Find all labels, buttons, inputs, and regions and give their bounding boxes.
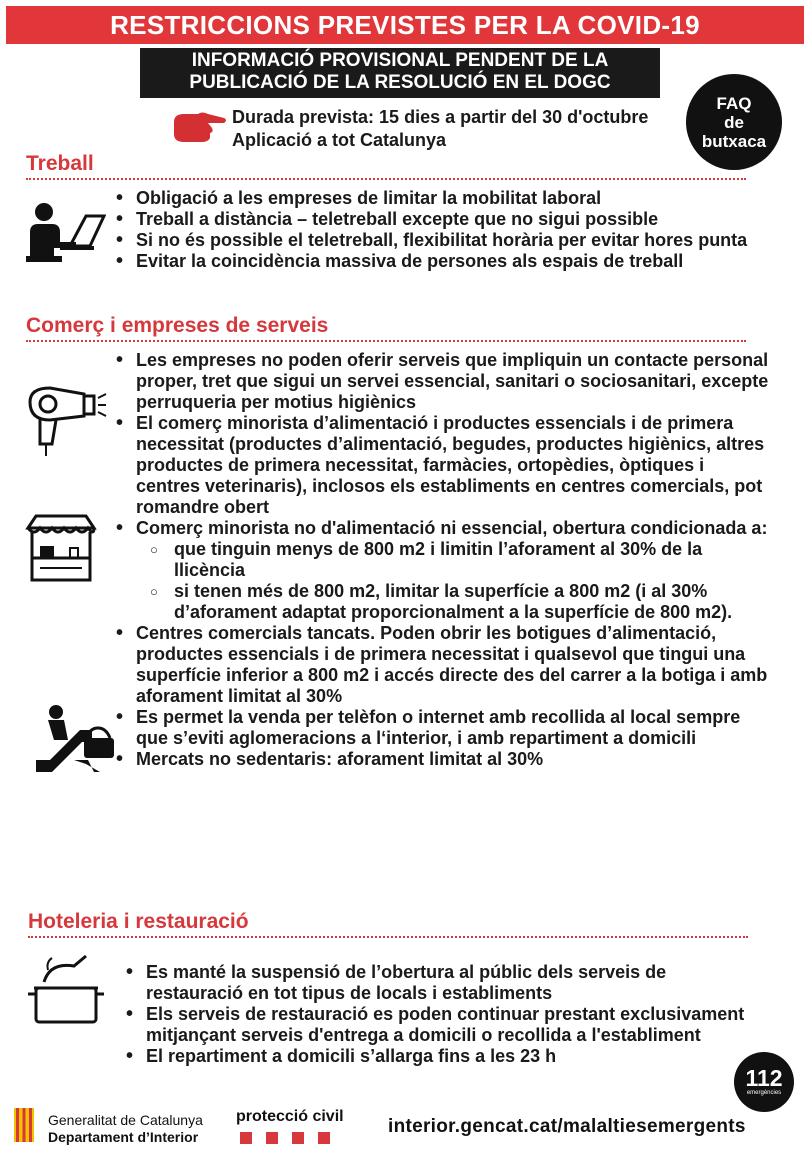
provisional-notice <box>140 48 660 98</box>
section-divider <box>26 340 746 342</box>
duration-text: Durada prevista: 15 dies a partir del 30 d'octubre <box>232 107 649 127</box>
faq-line2: de <box>724 112 744 132</box>
section-divider <box>26 178 746 180</box>
generalitat-line1: Generalitat de Catalunya <box>48 1112 203 1128</box>
scope-text: Aplicació a tot Catalunya <box>232 130 447 150</box>
cooking-pot-icon <box>26 952 106 1028</box>
sub-list-item: ○ si tenen més de 800 m2, limitar la superfície a 800 m2 (i al 30% d’aforament adaptat proporcionalment a la superfície de 800 m2). <box>136 581 772 623</box>
section-divider <box>28 936 748 938</box>
sub-list-item: ○ que tinguin menys de 800 m2 i limitin l’aforament al 30% de la llicència <box>136 539 772 581</box>
remote-work-laptop-icon <box>24 198 106 264</box>
website-url[interactable]: interior.gencat.cat/malaltiesemergents <box>388 1116 746 1137</box>
market-stall-icon <box>24 512 98 584</box>
list-item: • El repartiment a domicili s’allarga fins a les 23 h <box>122 1046 762 1067</box>
comerc-list <box>112 350 772 770</box>
list-item: • Es permet la venda per telèfon o internet amb recollida al local sempre que s’eviti aglomeracions a l‘interior, i amb repartiment a domicili <box>112 707 772 749</box>
generalitat-text <box>48 1112 203 1146</box>
faq-line1: FAQ <box>716 93 752 113</box>
hair-dryer-icon <box>26 382 108 458</box>
proteccio-civil-logo-icon <box>236 1132 336 1144</box>
list-item: • Evitar la coincidència massiva de persones als espais de treball <box>112 251 762 272</box>
list-item: • Si no és possible el teletreball, flexibilitat horària per evitar hores punta <box>112 230 762 251</box>
generalitat-logo-icon <box>14 1108 34 1146</box>
list-item: • Mercats no sedentaris: aforament limitat al 30% <box>112 749 772 770</box>
generalitat-line2: Departament d’Interior <box>48 1129 199 1145</box>
section-title-hoteleria: Hoteleria i restauració <box>28 910 249 933</box>
section-title-treball: Treball <box>26 152 94 175</box>
list-item: • Els serveis de restauració es poden continuar prestant exclusivament mitjançant serveis d'entrega a domicili o recollida a l'establiment <box>122 1004 762 1046</box>
faq-line3: butxaca <box>701 131 767 151</box>
treball-list <box>112 188 762 272</box>
list-item: • Les empreses no poden oferir serveis que impliquin un contacte personal proper, tret que sigui un servei essencial, sanitari o sociosanitari, excepte perruqueria per motius higiènics <box>112 350 772 413</box>
page-title-banner <box>6 6 804 44</box>
faq-badge <box>686 74 782 170</box>
list-item: • Obligació a les empreses de limitar la mobilitat laboral <box>112 188 762 209</box>
emergency-label: emergències <box>746 1090 782 1096</box>
list-item: • El comerç minorista d’alimentació i productes essencials i de primera necessitat (productes d’alimentació, begudes, productes higiènics, altres productes de primera necessitat, farmàcies, ortopèdies, òptiques i centres veterinaris), inclosos els establiments en centres comercials, pot romandre obert <box>112 413 772 518</box>
proteccio-civil-text: protecció civil <box>236 1108 344 1125</box>
shopping-escalator-icon <box>34 702 116 774</box>
duration-info <box>232 106 648 152</box>
hoteleria-list <box>122 962 762 1067</box>
provisional-notice-line2: PUBLICACIÓ DE LA RESOLUCIÓ EN EL DOGC <box>189 72 611 93</box>
list-item: • Es manté la suspensió de l’obertura al públic dels serveis de restauració en tot tipus de locals i establiments <box>122 962 762 1004</box>
emergency-number: 112 <box>745 1065 783 1091</box>
list-item: • Comerç minorista no d'alimentació ni essencial, obertura condicionada a: <box>112 518 772 539</box>
emergency-112-badge <box>734 1052 794 1112</box>
list-item: • Treball a distància – teletreball excepte que no sigui possible <box>112 209 762 230</box>
section-title-comerc: Comerç i empreses de serveis <box>26 314 329 337</box>
list-item: • Centres comercials tancats. Poden obrir les botigues d’alimentació, productes essencials i de primera necessitat i qualsevol que tingui una superfície inferior a 800 m2 i accés directe des del carrer a la botiga i amb aforament limitat al 30% <box>112 623 772 707</box>
pointing-hand-icon <box>172 108 228 148</box>
page-title: RESTRICCIONS PREVISTES PER LA COVID-19 <box>110 10 700 40</box>
provisional-notice-line1: INFORMACIÓ PROVISIONAL PENDENT DE LA <box>191 50 609 71</box>
